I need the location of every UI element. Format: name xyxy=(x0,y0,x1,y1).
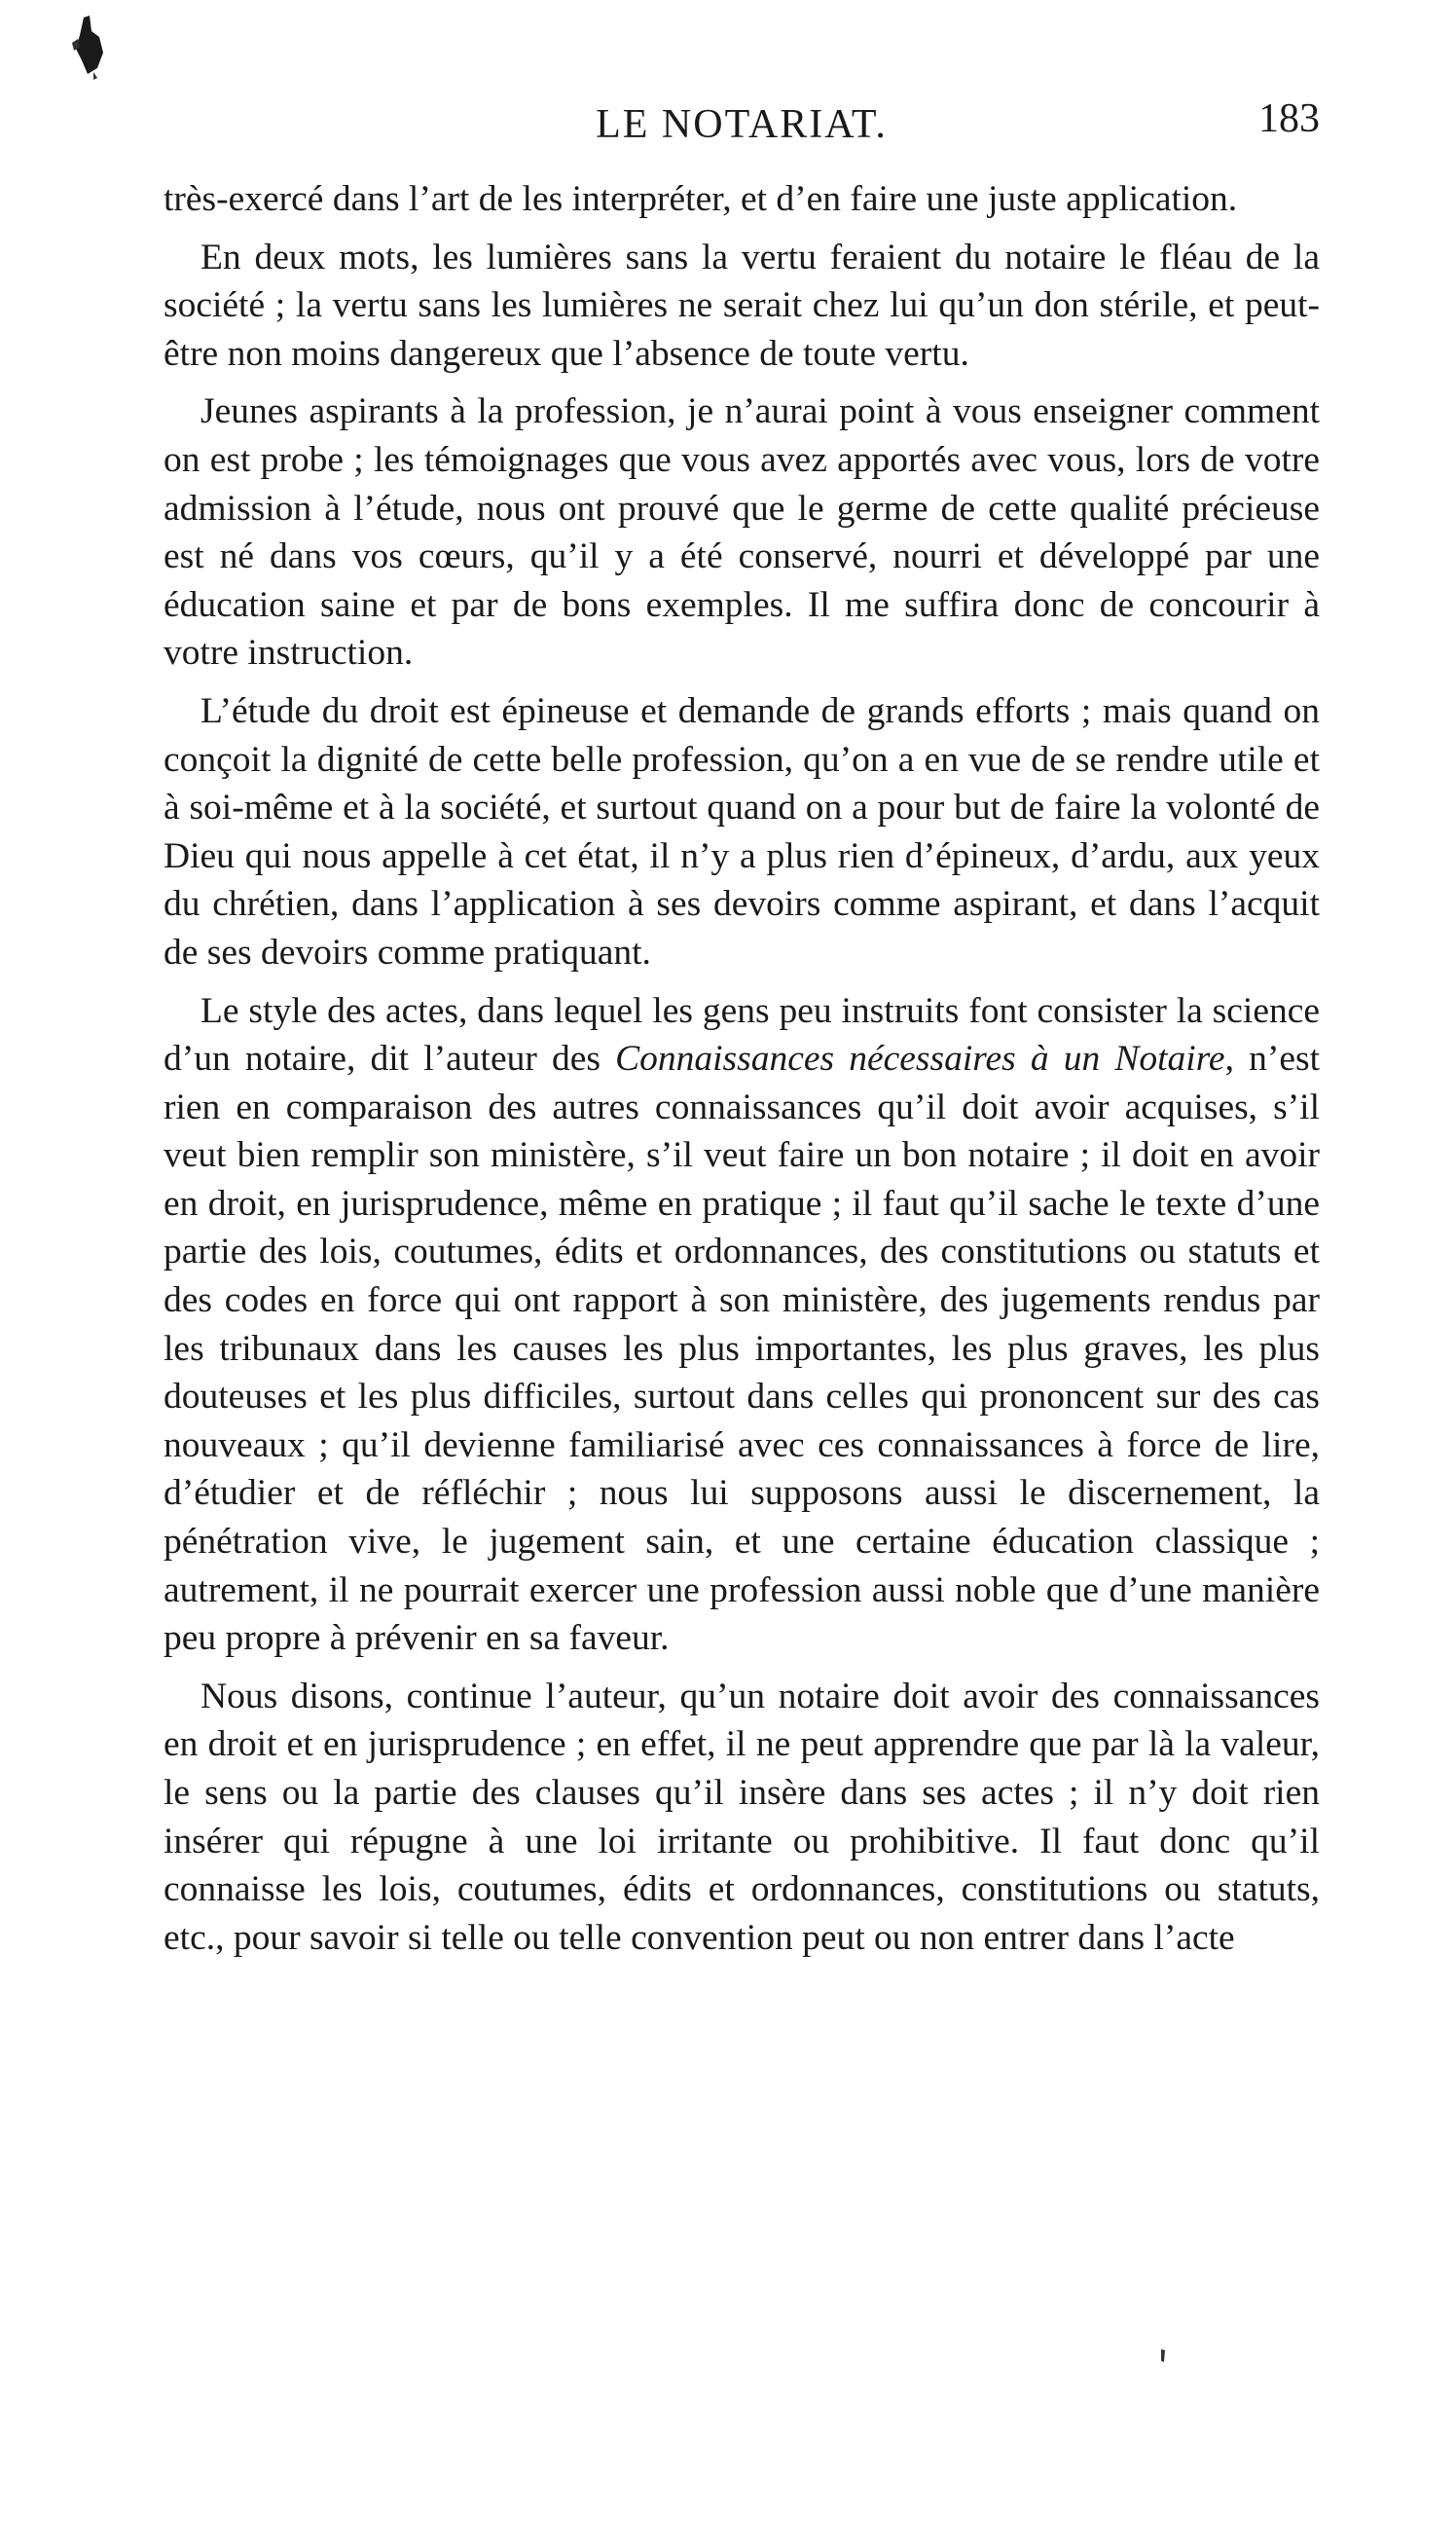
body-text xyxy=(164,175,1320,1962)
ink-mark-top-left xyxy=(64,14,113,82)
paragraph: Nous disons, continue l’auteur, qu’un notaire doit avoir des connaissances en droit et en jurisprudence ; en effet, il ne peut apprendre que par là la valeur, le sens ou la partie des clauses qu’il insère dans ses actes ; il n’y doit rien insérer qui répugne à une loi irritante ou prohibitive. Il faut donc qu’il connaisse les lois, coutumes, édits et ordonnances, constitutions ou statuts, etc., pour savoir si telle ou telle convention peut ou non entrer dans l’acte xyxy=(164,1676,1320,1958)
paragraph: très-exercé dans l’art de les interpréter, et d’en faire une juste application. xyxy=(164,179,1238,219)
ink-speck xyxy=(1158,2348,1168,2364)
page-header xyxy=(164,95,1320,154)
paragraph-text: , n’est rien en comparaison des autres connaissances qu’il doit avoir acquises, s’il veut bien remplir son ministère, s’il veut faire un bon notaire ; il doit en avoir en droit, en jurisprudence, même en pratique ; il faut qu’il sache le texte d’une partie des lois, coutumes, édits et ordonnances, des constitutions ou statuts et des codes en force qui ont rapport à son ministère, des jugements rendus par les tribunaux dans les causes les plus importantes, les plus graves, les plus douteuses et les plus difficiles, surtout dans celles qui prononcent sur des cas nouveaux ; qu’il devienne familiarisé avec ces connaissances à force de lire, d’étudier et de réfléchir ; nous lui supposons aussi le discernement, la pénétration vive, le jugement sain, et une certaine éducation classique ; autrement, il ne pourrait exercer une profession aussi noble que d’une manière peu propre à prévenir en sa faveur. xyxy=(164,1039,1320,1659)
cited-book-title: Connaissances nécessaires à un Notaire xyxy=(615,1039,1225,1080)
paragraph: En deux mots, les lumières sans la vertu feraient du notaire le fléau de la société ; la vertu sans les lumières ne serait chez lui qu’un don stérile, et peut-être non moins dangereux que l’absence de toute vertu. xyxy=(164,237,1320,374)
paragraph-with-citation xyxy=(164,987,1320,1663)
paragraph: L’étude du droit est épineuse et demande de grands efforts ; mais quand on conçoit la dignité de cette belle profession, qu’on a en vue de se rendre utile et à soi-même et à la société, et surtout quand on a pour but de faire la volonté de Dieu qui nous appelle à cet état, il n’y a plus rien d’épineux, d’ardu, aux yeux du chrétien, dans l’application à ses devoirs comme aspirant, et dans l’acquit de ses devoirs comme pratiquant. xyxy=(164,690,1320,973)
paragraph-text: Le style des actes, dans lequel les gens peu instruits font consister la science d’un notaire, dit l’auteur des xyxy=(164,990,1320,1080)
paragraph: Jeunes aspirants à la profession, je n’aurai point à vous enseigner comment on est probe ; les témoignages que vous avez apportés avec vous, lors de votre admission à l’étude, nous ont prouvé que le germe de cette qualité précieuse est né dans vos cœurs, qu’il y a été conservé, nourri et développé par une éducation saine et par de bons exemples. Il me suffira donc de concourir à votre instruction. xyxy=(164,391,1320,674)
running-title: LE NOTARIAT. xyxy=(596,102,888,147)
page-number: 183 xyxy=(1258,96,1320,141)
